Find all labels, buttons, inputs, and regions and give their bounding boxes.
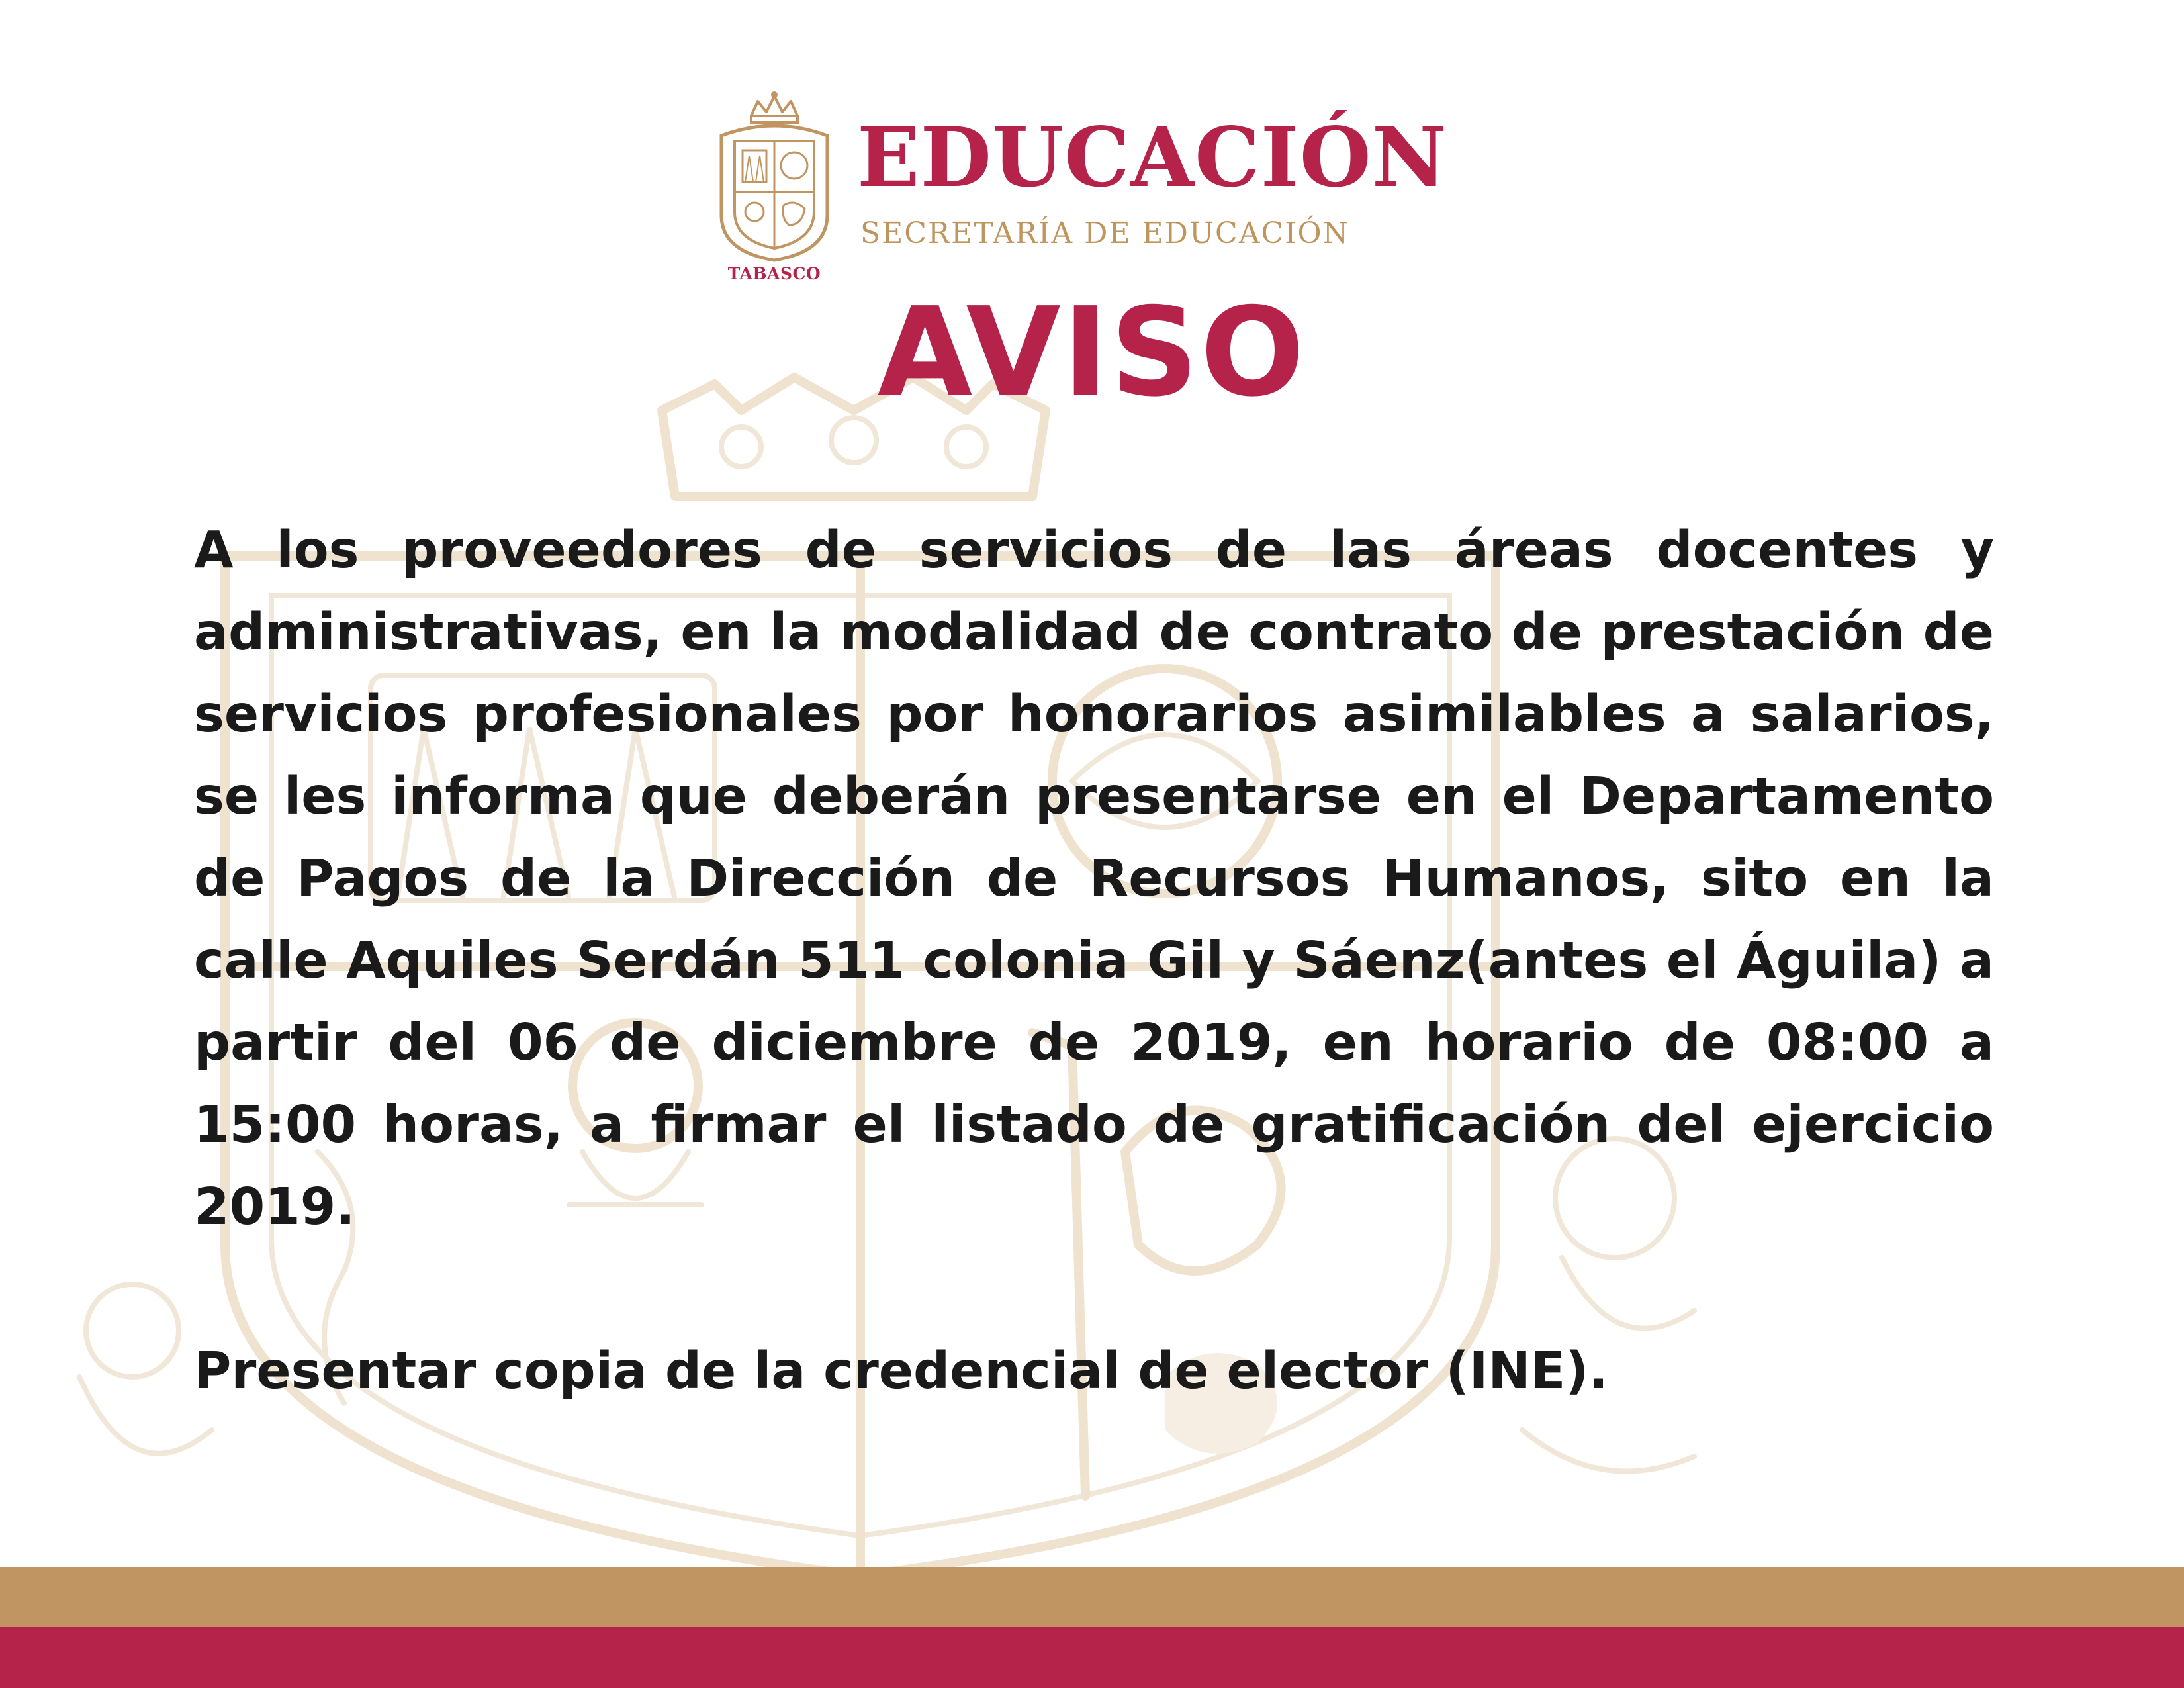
notice-body — [194, 510, 1994, 1413]
footer-band-red — [0, 1627, 2184, 1688]
header — [715, 89, 1469, 288]
brand-subtitle: SECRETARÍA DE EDUCACIÓN — [860, 216, 1350, 250]
footer-band-gold — [0, 1567, 2184, 1627]
brand-title: EDUCACIÓN — [857, 110, 1448, 206]
notice-title: AVISO — [877, 281, 1307, 424]
requirement-line: Presentar copia de la credencial de elector (INE). — [194, 1342, 1608, 1401]
tabasco-coat-of-arms-icon — [715, 89, 834, 281]
seal-label: TABASCO — [727, 264, 821, 283]
notice-paragraph: A los proveedores de servicios de las áreas docentes y administrativas, en la modalidad de contrato de prestación de servicios profesionales por honorarios asimilables a salarios, se les informa que deberán presentarse en el Departamento de Pagos de la Dirección de Recursos Humanos, sito en la calle Aquiles Serdán 511 colonia Gil y Sáenz(antes el Águila) a partir del 06 de diciembre de 2019, en horario de 08:00 a 15:00 horas, a firmar el listado de gratificación del ejercicio 2019. — [194, 521, 1994, 1237]
